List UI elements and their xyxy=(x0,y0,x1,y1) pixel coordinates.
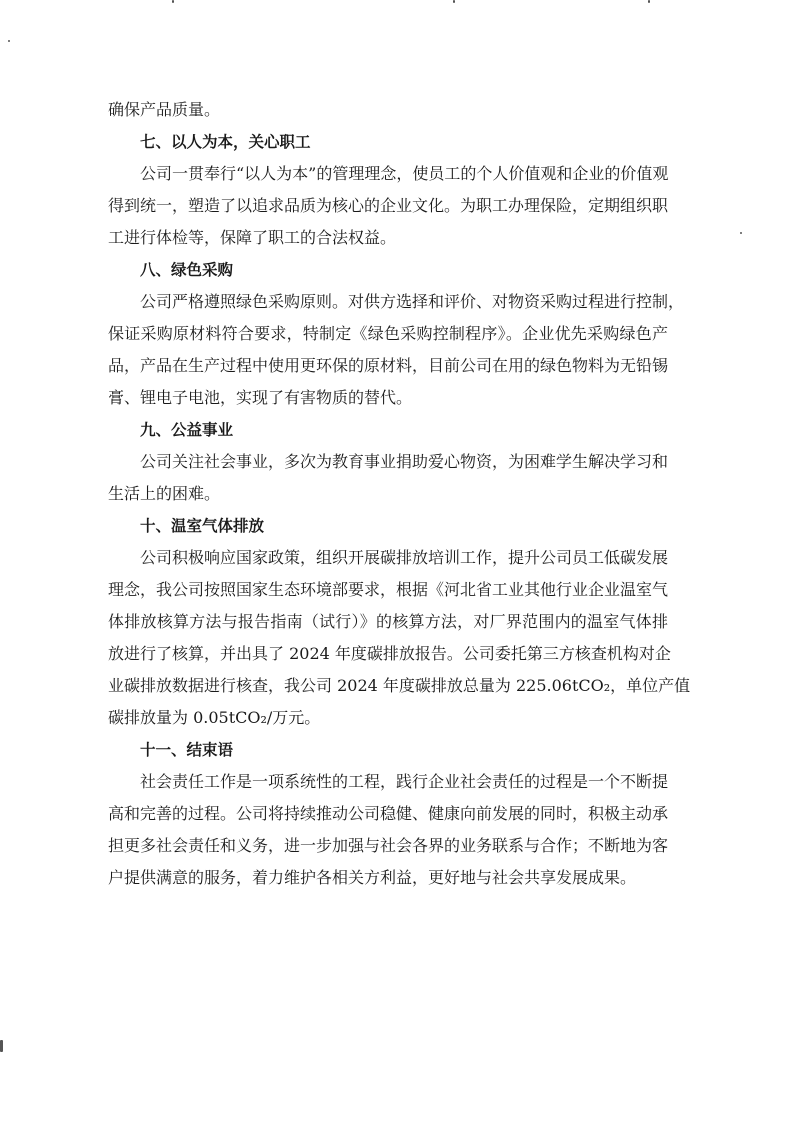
paragraph-line: 公司一贯奉行“以人为本”的管理理念，使员工的个人价值观和企业的价值观 xyxy=(140,164,669,183)
paragraph-line: 放进行了核算，并出具了 2024 年度碳排放报告。公司委托第三方核查机构对企 xyxy=(108,644,671,663)
scan-speck xyxy=(8,40,10,42)
paragraph-line: 公司关注社会事业，多次为教育事业捐助爱心物资，为困难学生解决学习和 xyxy=(140,452,669,471)
paragraph-line: 保证采购原材料符合要求，特制定《绿色采购控制程序》。企业优先采购绿色产 xyxy=(108,324,668,343)
paragraph-line: 公司严格遵照绿色采购原则。对供方选择和评价、对物资采购过程进行控制， xyxy=(140,292,685,311)
paragraph-line: 品，产品在生产过程中使用更环保的原材料，目前公司在用的绿色物料为无铅锡 xyxy=(108,356,669,375)
scan-speck xyxy=(453,0,455,3)
paragraph-line: 生活上的困难。 xyxy=(108,484,221,503)
section-heading-green-purchasing: 八、绿色采购 xyxy=(140,261,234,279)
paragraph-line: 社会责任工作是一项系统性的工程，践行企业社会责任的过程是一个不断提 xyxy=(140,772,669,791)
paragraph-line: 担更多社会责任和义务，进一步加强与社会各界的业务联系与合作；不断地为客 xyxy=(108,836,669,855)
paragraph-line: 确保产品质量。 xyxy=(108,100,221,119)
paragraph-line: 体排放核算方法与报告指南（试行）》的核算方法，对厂界范围内的温室气体排 xyxy=(108,612,668,631)
paragraph-line: 得到统一，塑造了以追求品质为核心的企业文化。为职工办理保险，定期组织职 xyxy=(108,196,669,215)
paragraph-line: 高和完善的过程。公司将持续推动公司稳健、健康向前发展的同时，积极主动承 xyxy=(108,804,669,823)
paragraph-line: 公司积极响应国家政策，组织开展碳排放培训工作，提升公司员工低碳发展 xyxy=(140,548,669,567)
paragraph-line: 户提供满意的服务，着力维护各相关方利益，更好地与社会共享发展成果。 xyxy=(108,868,637,887)
section-heading-conclusion: 十一、结束语 xyxy=(140,741,234,759)
paragraph-line: 膏、锂电子电池，实现了有害物质的替代。 xyxy=(108,388,413,407)
paragraph-line: 工进行体检等，保障了职工的合法权益。 xyxy=(108,228,397,247)
section-heading-people: 七、以人为本，关心职工 xyxy=(140,133,311,151)
scan-speck xyxy=(740,232,742,234)
section-heading-public-welfare: 九、公益事业 xyxy=(140,421,234,439)
scan-speck xyxy=(0,1040,3,1052)
scan-speck xyxy=(648,0,650,3)
paragraph-line: 碳排放量为 0.05tCO₂/万元。 xyxy=(108,708,321,727)
paragraph-line: 理念，我公司按照国家生态环境部要求，根据《河北省工业其他行业企业温室气 xyxy=(108,580,669,599)
section-heading-greenhouse-gas: 十、温室气体排放 xyxy=(140,517,265,535)
scan-speck xyxy=(172,0,174,3)
paragraph-line: 业碳排放数据进行核查，我公司 2024 年度碳排放总量为 225.06tCO₂，单位产值 xyxy=(108,676,691,695)
